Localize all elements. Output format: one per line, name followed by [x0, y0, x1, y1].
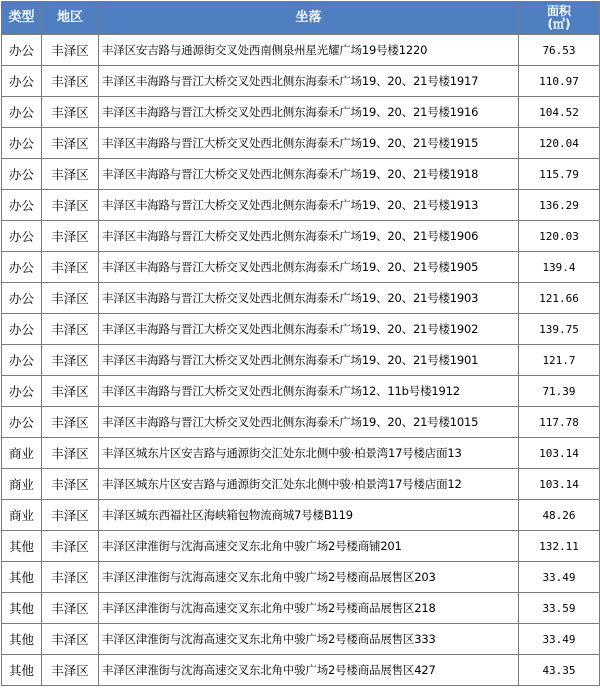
cell-district: 丰泽区: [42, 562, 99, 593]
cell-area: 33.49: [519, 562, 600, 593]
table-row: [2, 66, 600, 97]
cell-type: 其他: [2, 624, 42, 655]
cell-location: 丰泽区丰海路与晋江大桥交叉处西北侧东海泰禾广场19、20、21号楼1916: [99, 97, 519, 128]
cell-type: 办公: [2, 407, 42, 438]
table-row: [2, 35, 600, 66]
cell-area: 139.4: [519, 252, 600, 283]
cell-location: 丰泽区津淮街与沈海高速交叉东北角中骏广场2号楼商品展售区203: [99, 562, 519, 593]
cell-area: 71.39: [519, 376, 600, 407]
cell-location: 丰泽区丰海路与晋江大桥交叉处西北侧东海泰禾广场19、20、21号楼1915: [99, 128, 519, 159]
cell-location: 丰泽区丰海路与晋江大桥交叉处西北侧东海泰禾广场19、20、21号楼1901: [99, 345, 519, 376]
cell-type: 其他: [2, 655, 42, 686]
header-area-label: 面积: [546, 4, 571, 18]
table-row: [2, 593, 600, 624]
cell-area: 115.79: [519, 159, 600, 190]
table-row: [2, 252, 600, 283]
cell-area: 121.7: [519, 345, 600, 376]
cell-location: 丰泽区城东片区安吉路与通源街交汇处东北侧中骏·柏景湾17号楼店面12: [99, 469, 519, 500]
table-row: [2, 624, 600, 655]
cell-area: 117.78: [519, 407, 600, 438]
cell-location: 丰泽区安吉路与通源街交叉处西南侧泉州星光耀广场19号楼1220: [99, 35, 519, 66]
table-row: [2, 438, 600, 469]
cell-location: 丰泽区城东西福社区海峡箱包物流商城7号楼B119: [99, 500, 519, 531]
cell-location: 丰泽区津淮街与沈海高速交叉东北角中骏广场2号楼商品展售区333: [99, 624, 519, 655]
table-row: [2, 283, 600, 314]
table-row: [2, 159, 600, 190]
cell-location: 丰泽区津淮街与沈海高速交叉东北角中骏广场2号楼商品展售区427: [99, 655, 519, 686]
table-row: [2, 376, 600, 407]
cell-district: 丰泽区: [42, 345, 99, 376]
cell-area: 76.53: [519, 35, 600, 66]
cell-area: 33.49: [519, 624, 600, 655]
cell-area: 110.97: [519, 66, 600, 97]
property-table: [1, 1, 600, 686]
cell-location: 丰泽区津淮街与沈海高速交叉东北角中骏广场2号楼商品展售区218: [99, 593, 519, 624]
table-row: [2, 345, 600, 376]
cell-district: 丰泽区: [42, 531, 99, 562]
cell-district: 丰泽区: [42, 469, 99, 500]
table-row: [2, 314, 600, 345]
cell-type: 其他: [2, 593, 42, 624]
cell-district: 丰泽区: [42, 500, 99, 531]
cell-area: 103.14: [519, 469, 600, 500]
cell-type: 办公: [2, 190, 42, 221]
cell-area: 121.66: [519, 283, 600, 314]
table-row: [2, 128, 600, 159]
cell-type: 办公: [2, 376, 42, 407]
cell-type: 办公: [2, 97, 42, 128]
cell-district: 丰泽区: [42, 159, 99, 190]
cell-location: 丰泽区丰海路与晋江大桥交叉处西北侧东海泰禾广场19、20、21号楼1917: [99, 66, 519, 97]
cell-district: 丰泽区: [42, 593, 99, 624]
table-row: [2, 655, 600, 686]
cell-location: 丰泽区津淮街与沈海高速交叉东北角中骏广场2号楼商铺201: [99, 531, 519, 562]
cell-area: 103.14: [519, 438, 600, 469]
cell-type: 其他: [2, 562, 42, 593]
cell-area: 132.11: [519, 531, 600, 562]
cell-district: 丰泽区: [42, 35, 99, 66]
table-row: [2, 190, 600, 221]
cell-location: 丰泽区丰海路与晋江大桥交叉处西北侧东海泰禾广场19、20、21号楼1906: [99, 221, 519, 252]
cell-district: 丰泽区: [42, 66, 99, 97]
cell-type: 办公: [2, 345, 42, 376]
cell-type: 办公: [2, 35, 42, 66]
cell-location: 丰泽区城东片区安吉路与通源街交汇处东北侧中骏·柏景湾17号楼店面13: [99, 438, 519, 469]
cell-district: 丰泽区: [42, 376, 99, 407]
cell-district: 丰泽区: [42, 190, 99, 221]
cell-area: 136.29: [519, 190, 600, 221]
cell-type: 办公: [2, 283, 42, 314]
cell-district: 丰泽区: [42, 314, 99, 345]
cell-area: 104.52: [519, 97, 600, 128]
cell-type: 办公: [2, 221, 42, 252]
cell-type: 办公: [2, 128, 42, 159]
table-row: [2, 221, 600, 252]
cell-area: 48.26: [519, 500, 600, 531]
cell-district: 丰泽区: [42, 624, 99, 655]
cell-district: 丰泽区: [42, 97, 99, 128]
cell-location: 丰泽区丰海路与晋江大桥交叉处西北侧东海泰禾广场19、20、21号楼1905: [99, 252, 519, 283]
table-row: [2, 469, 600, 500]
cell-type: 办公: [2, 314, 42, 345]
cell-type: 办公: [2, 159, 42, 190]
cell-district: 丰泽区: [42, 407, 99, 438]
table-row: [2, 407, 600, 438]
cell-type: 办公: [2, 252, 42, 283]
cell-district: 丰泽区: [42, 128, 99, 159]
cell-district: 丰泽区: [42, 283, 99, 314]
cell-type: 商业: [2, 469, 42, 500]
header-area-unit: (㎡): [547, 17, 571, 31]
cell-area: 139.75: [519, 314, 600, 345]
cell-area: 33.59: [519, 593, 600, 624]
cell-location: 丰泽区丰海路与晋江大桥交叉处西北侧东海泰禾广场19、20、21号楼1015: [99, 407, 519, 438]
cell-area: 120.04: [519, 128, 600, 159]
cell-district: 丰泽区: [42, 252, 99, 283]
cell-location: 丰泽区丰海路与晋江大桥交叉处西北侧东海泰禾广场19、20、21号楼1913: [99, 190, 519, 221]
cell-location: 丰泽区丰海路与晋江大桥交叉处西北侧东海泰禾广场19、20、21号楼1918: [99, 159, 519, 190]
cell-location: 丰泽区丰海路与晋江大桥交叉处西北侧东海泰禾广场19、20、21号楼1903: [99, 283, 519, 314]
header-location: 坐落: [99, 2, 519, 35]
cell-location: 丰泽区丰海路与晋江大桥交叉处西北侧东海泰禾广场19、20、21号楼1902: [99, 314, 519, 345]
cell-area: 43.35: [519, 655, 600, 686]
cell-district: 丰泽区: [42, 655, 99, 686]
header-district: 地区: [42, 2, 99, 35]
header-type: 类型: [2, 2, 42, 35]
cell-type: 其他: [2, 531, 42, 562]
header-area: [519, 2, 600, 35]
cell-type: 办公: [2, 66, 42, 97]
cell-type: 商业: [2, 500, 42, 531]
table-row: [2, 531, 600, 562]
cell-type: 商业: [2, 438, 42, 469]
cell-district: 丰泽区: [42, 221, 99, 252]
cell-district: 丰泽区: [42, 438, 99, 469]
cell-location: 丰泽区丰海路与晋江大桥交叉处西北侧东海泰禾广场12、11b号楼1912: [99, 376, 519, 407]
cell-area: 120.03: [519, 221, 600, 252]
table-header-row: [2, 2, 600, 35]
table-row: [2, 97, 600, 128]
table-row: [2, 562, 600, 593]
table-row: [2, 500, 600, 531]
